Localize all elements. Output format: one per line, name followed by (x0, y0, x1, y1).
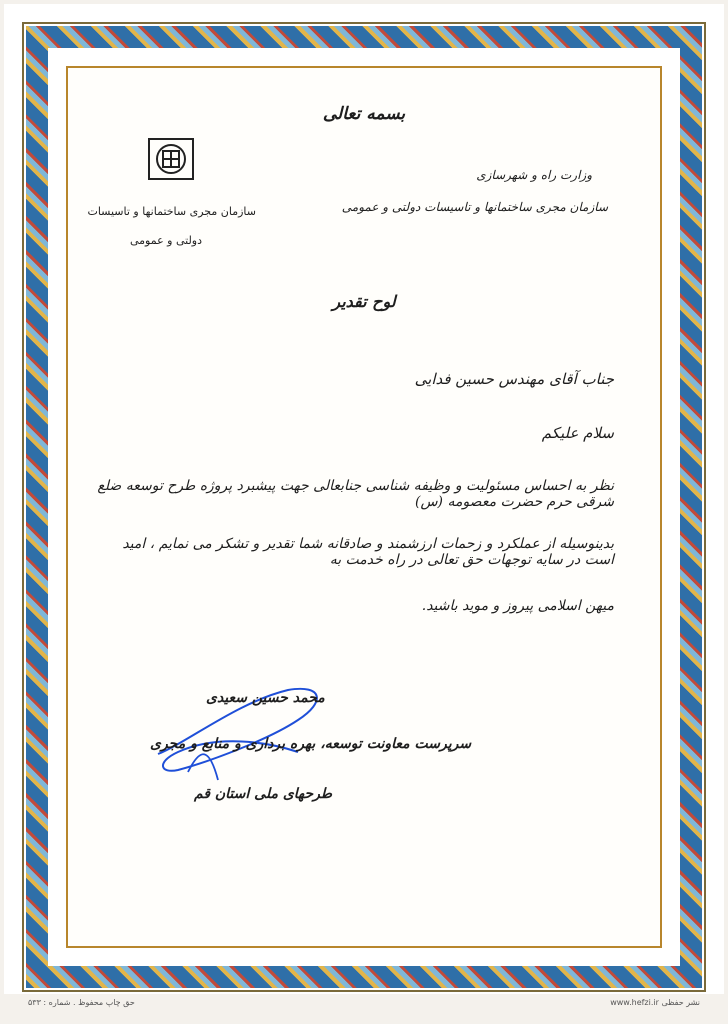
addressee: جناب آقای مهندس حسین فدایی (414, 370, 614, 388)
signatory-title: سرپرست معاونت توسعه، بهره برداری و منابع و مجری (150, 736, 472, 752)
org-name-left-line2: دولتی و عمومی (129, 234, 203, 247)
footer-publisher: www.hefzi.ir نشر حفظی (610, 998, 700, 1007)
certificate-title: لوح تقدیر (332, 292, 396, 311)
body-paragraph-2: بدینوسیله از عملکرد و زحمات ارزشمند و صادقانه شما تقدیر و تشکر می نمایم ، امید است در سایه توجهات حق تعالی در راه خدمت به (122, 536, 614, 568)
footer-copyright: حق چاپ محفوظ . شماره : ۵۳۳ (28, 998, 135, 1007)
signatory-name: محمد حسین سعیدی (206, 690, 325, 706)
basmala: بسمه تعالی (322, 104, 406, 124)
organization-logo-icon (148, 138, 194, 180)
signatory-organization: طرحهای ملی استان قم (194, 786, 333, 802)
org-name-right: سازمان مجری ساختمانها و تاسیسات دولتی و عمومی (341, 200, 608, 214)
org-name-left-line1: سازمان مجری ساختمانها و تاسیسات (87, 205, 256, 218)
greeting: سلام علیکم (541, 424, 614, 442)
ministry-name: وزارت راه و شهرسازی (476, 168, 592, 182)
body-paragraph-3: میهن اسلامی پیروز و موید باشید. (421, 598, 614, 614)
body-paragraph-1: نظر به احساس مسئولیت و وظیفه شناسی جنابعالی جهت پیشبرد پروژه طرح توسعه ضلع شرقی حرم حضرت معصومه (س) (97, 478, 614, 510)
